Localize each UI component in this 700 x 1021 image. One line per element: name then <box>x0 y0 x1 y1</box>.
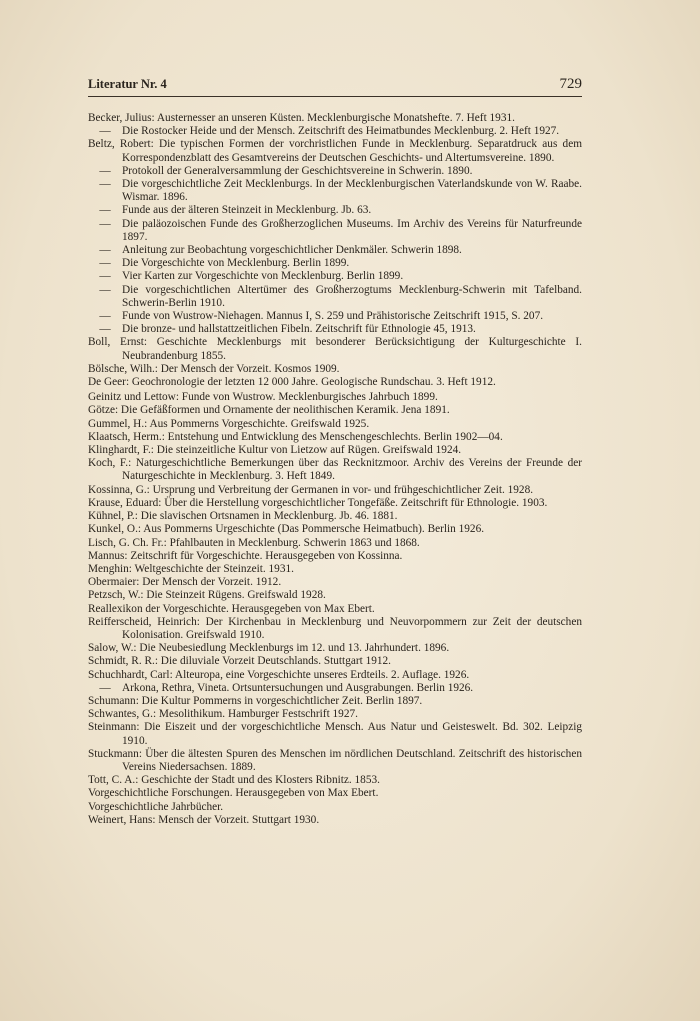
bibliography-sub-entry <box>88 204 582 217</box>
entry-text: Funde aus der älteren Steinzeit in Mecklenburg. Jb. 63. <box>122 204 372 217</box>
entry-text: Bölsche, Wilh.: Der Mensch der Vorzeit. Kosmos 1909. <box>88 362 340 375</box>
bibliography-entry <box>88 376 582 389</box>
entry-text: Stuckmann: Über die ältesten Spuren des Menschen im nördlichen Deutschland. Zeitschrift des historischen Vereins Niedersachsen. 1889. <box>88 747 582 773</box>
entry-text: Schwantes, G.: Mesolithikum. Hamburger Festschrift 1927. <box>88 708 358 721</box>
bibliography-entry <box>88 444 582 457</box>
bibliography-sub-entry <box>88 284 582 310</box>
bibliography-entry <box>88 484 582 497</box>
bibliography-entry <box>88 603 582 616</box>
ditto-dash: — <box>99 204 111 217</box>
bibliography-sub-entry <box>88 244 582 257</box>
ditto-dash: — <box>99 164 111 177</box>
entry-text: Lisch, G. Ch. Fr.: Pfahlbauten in Mecklenburg. Schwerin 1863 und 1868. <box>88 536 420 549</box>
entry-text: Vorgeschichtliche Forschungen. Herausgegeben von Max Ebert. <box>88 787 379 800</box>
bibliography-sub-entry <box>88 310 582 323</box>
bibliography-sub-entry <box>88 682 582 695</box>
page-header <box>88 76 582 97</box>
entry-text: Götze: Die Gefäßformen und Ornamente der neolithischen Keramik. Jena 1891. <box>88 404 450 417</box>
ditto-dash: — <box>99 323 111 336</box>
bibliography-entry <box>88 774 582 787</box>
entry-text: De Geer: Geochronologie der letzten 12 000 Jahre. Geologische Rundschau. 3. Heft 1912. <box>88 376 496 389</box>
bibliography-sub-entry <box>88 270 582 283</box>
entry-text: Funde von Wustrow-Niehagen. Mannus I, S. 259 und Prähistorische Zeitschrift 1915, S. 207. <box>122 310 544 323</box>
ditto-dash: — <box>99 178 111 191</box>
entry-text: Schuchhardt, Carl: Alteuropa, eine Vorgeschichte unseres Erdteils. 2. Auflage. 1926. <box>88 668 470 681</box>
bibliography-entry <box>88 616 582 642</box>
bibliography-entry <box>88 576 582 589</box>
entry-text: Kossinna, G.: Ursprung und Verbreitung der Germanen in vor- und frühgeschichtlicher Zeit. 1928. <box>88 483 534 496</box>
entry-text: Schumann: Die Kultur Pommerns in vorgeschichtlicher Zeit. Berlin 1897. <box>88 694 423 707</box>
bibliography-entry <box>88 695 582 708</box>
bibliography-entry <box>88 642 582 655</box>
entry-text: Menghin: Weltgeschichte der Steinzeit. 1931. <box>88 562 294 575</box>
bibliography-entry <box>88 404 582 417</box>
ditto-dash: — <box>99 310 111 323</box>
ditto-dash: — <box>99 244 111 257</box>
entry-text: Die Vorgeschichte von Mecklenburg. Berlin 1899. <box>122 257 350 270</box>
ditto-dash: — <box>99 217 111 230</box>
bibliography-sub-entry <box>88 257 582 270</box>
entry-text: Steinmann: Die Eiszeit und der vorgeschichtliche Mensch. Aus Natur und Geisteswelt. Bd. 302. Leipzig 1910. <box>88 721 582 747</box>
entry-text: Geinitz und Lettow: Funde von Wustrow. Mecklenburgisches Jahrbuch 1899. <box>88 391 438 404</box>
bibliography-entry <box>88 363 582 376</box>
bibliography-list <box>88 112 582 827</box>
bibliography-entry <box>88 721 582 747</box>
bibliography-sub-entry <box>88 323 582 336</box>
entry-text: Die vorgeschichtlichen Altertümer des Großherzogtums Mecklenburg-Schwerin mit Tafelband. Schwerin-Berlin 1910. <box>122 283 582 309</box>
entry-text: Klaatsch, Herm.: Entstehung und Entwicklung des Menschengeschlechts. Berlin 1902—04. <box>88 430 503 443</box>
entry-text: Die bronze- und hallstattzeitlichen Fibeln. Zeitschrift für Ethnologie 45, 1913. <box>122 323 476 336</box>
bibliography-entry <box>88 708 582 721</box>
entry-text: Klinghardt, F.: Die steinzeitliche Kultur von Lietzow auf Rügen. Greifswald 1924. <box>88 444 462 457</box>
ditto-dash: — <box>99 283 111 296</box>
entry-text: Arkona, Rethra, Vineta. Ortsuntersuchungen und Ausgrabungen. Berlin 1926. <box>122 681 474 694</box>
ditto-dash: — <box>99 125 111 138</box>
entry-text: Die vorgeschichtliche Zeit Mecklenburgs. In der Mecklenburgischen Vaterlandskunde von W. Raabe. Wismar. 1896. <box>122 178 582 204</box>
entry-text: Koch, F.: Naturgeschichtliche Bemerkungen über das Recknitzmoor. Archiv des Vereins der Freunde der Naturgeschichte in Mecklenburg. 3. Heft 1849. <box>88 457 582 483</box>
bibliography-entry <box>88 787 582 800</box>
entry-text: Kunkel, O.: Aus Pommerns Urgeschichte (Das Pommersche Heimatbuch). Berlin 1926. <box>88 523 485 536</box>
bibliography-entry <box>88 112 582 125</box>
bibliography-entry <box>88 336 582 362</box>
bibliography-entry <box>88 510 582 523</box>
bibliography-entry <box>88 655 582 668</box>
entry-text: Schmidt, R. R.: Die diluviale Vorzeit Deutschlands. Stuttgart 1912. <box>88 655 392 668</box>
bibliography-entry <box>88 748 582 774</box>
bibliography-entry <box>88 431 582 444</box>
bibliography-entry <box>88 391 582 404</box>
bibliography-entry <box>88 550 582 563</box>
entry-text: Die paläozoischen Funde des Großherzoglichen Museums. Im Archiv des Vereins für Naturfreunde 1897. <box>122 217 582 243</box>
bibliography-entry <box>88 523 582 536</box>
bibliography-entry <box>88 589 582 602</box>
entry-text: Tott, C. A.: Geschichte der Stadt und des Klosters Ribnitz. 1853. <box>88 774 380 787</box>
entry-text: Obermaier: Der Mensch der Vorzeit. 1912. <box>88 576 282 589</box>
bibliography-entry <box>88 138 582 164</box>
running-title: Literatur Nr. 4 <box>88 77 167 91</box>
page-number: 729 <box>559 76 582 92</box>
entry-text: Krause, Eduard: Über die Herstellung vorgeschichtlicher Tongefäße. Zeitschrift für Ethnologie. 1903. <box>88 496 548 509</box>
entry-text: Mannus: Zeitschrift für Vorgeschichte. Herausgegeben von Kossinna. <box>88 549 403 562</box>
ditto-dash: — <box>99 257 111 270</box>
entry-text: Beltz, Robert: Die typischen Formen der vorchristlichen Funde in Mecklenburg. Separatdruck aus dem Korrespondenzblatt des Gesamtvereins der Deutschen Geschichts- und Altertumsvereine. 1890. <box>88 138 582 164</box>
entry-text: Vorgeschichtliche Jahrbücher. <box>88 800 224 813</box>
ditto-dash: — <box>99 681 111 694</box>
entry-text: Reifferscheid, Heinrich: Der Kirchenbau in Mecklenburg und Neuvorpommern zur Zeit der deutschen Kolonisation. Greifswald 1910. <box>88 615 582 641</box>
entry-text: Die Rostocker Heide und der Mensch. Zeitschrift des Heimatbundes Mecklenburg. 2. Heft 1927. <box>122 125 560 138</box>
bibliography-sub-entry <box>88 165 582 178</box>
entry-text: Weinert, Hans: Mensch der Vorzeit. Stuttgart 1930. <box>88 813 320 826</box>
bibliography-sub-entry <box>88 218 582 244</box>
ditto-dash: — <box>99 270 111 283</box>
entry-text: Reallexikon der Vorgeschichte. Herausgegeben von Max Ebert. <box>88 602 375 615</box>
entry-text: Boll, Ernst: Geschichte Mecklenburgs mit besonderer Berücksichtigung der Kulturgeschichte I. Neubrandenburg 1855. <box>88 336 582 362</box>
bibliography-entry <box>88 801 582 814</box>
bibliography-entry <box>88 563 582 576</box>
bibliography-sub-entry <box>88 178 582 204</box>
bibliography-entry <box>88 537 582 550</box>
bibliography-entry <box>88 457 582 483</box>
entry-text: Protokoll der Generalversammlung der Geschichtsvereine in Schwerin. 1890. <box>122 164 473 177</box>
entry-text: Anleitung zur Beobachtung vorgeschichtlicher Denkmäler. Schwerin 1898. <box>122 244 462 257</box>
entry-text: Petzsch, W.: Die Steinzeit Rügens. Greifswald 1928. <box>88 589 326 602</box>
entry-text: Kühnel, P.: Die slavischen Ortsnamen in Mecklenburg. Jb. 46. 1881. <box>88 510 398 523</box>
bibliography-entry <box>88 814 582 827</box>
entry-text: Salow, W.: Die Neubesiedlung Mecklenburgs im 12. und 13. Jahrhundert. 1896. <box>88 642 450 655</box>
bibliography-sub-entry <box>88 125 582 138</box>
bibliography-entry <box>88 418 582 431</box>
bibliography-entry <box>88 497 582 510</box>
entry-text: Gummel, H.: Aus Pommerns Vorgeschichte. Greifswald 1925. <box>88 417 370 430</box>
bibliography-entry <box>88 669 582 682</box>
entry-text: Vier Karten zur Vorgeschichte von Mecklenburg. Berlin 1899. <box>122 270 404 283</box>
entry-text: Becker, Julius: Austernesser an unseren Küsten. Mecklenburgische Monatshefte. 7. Heft 1931. <box>88 112 515 124</box>
